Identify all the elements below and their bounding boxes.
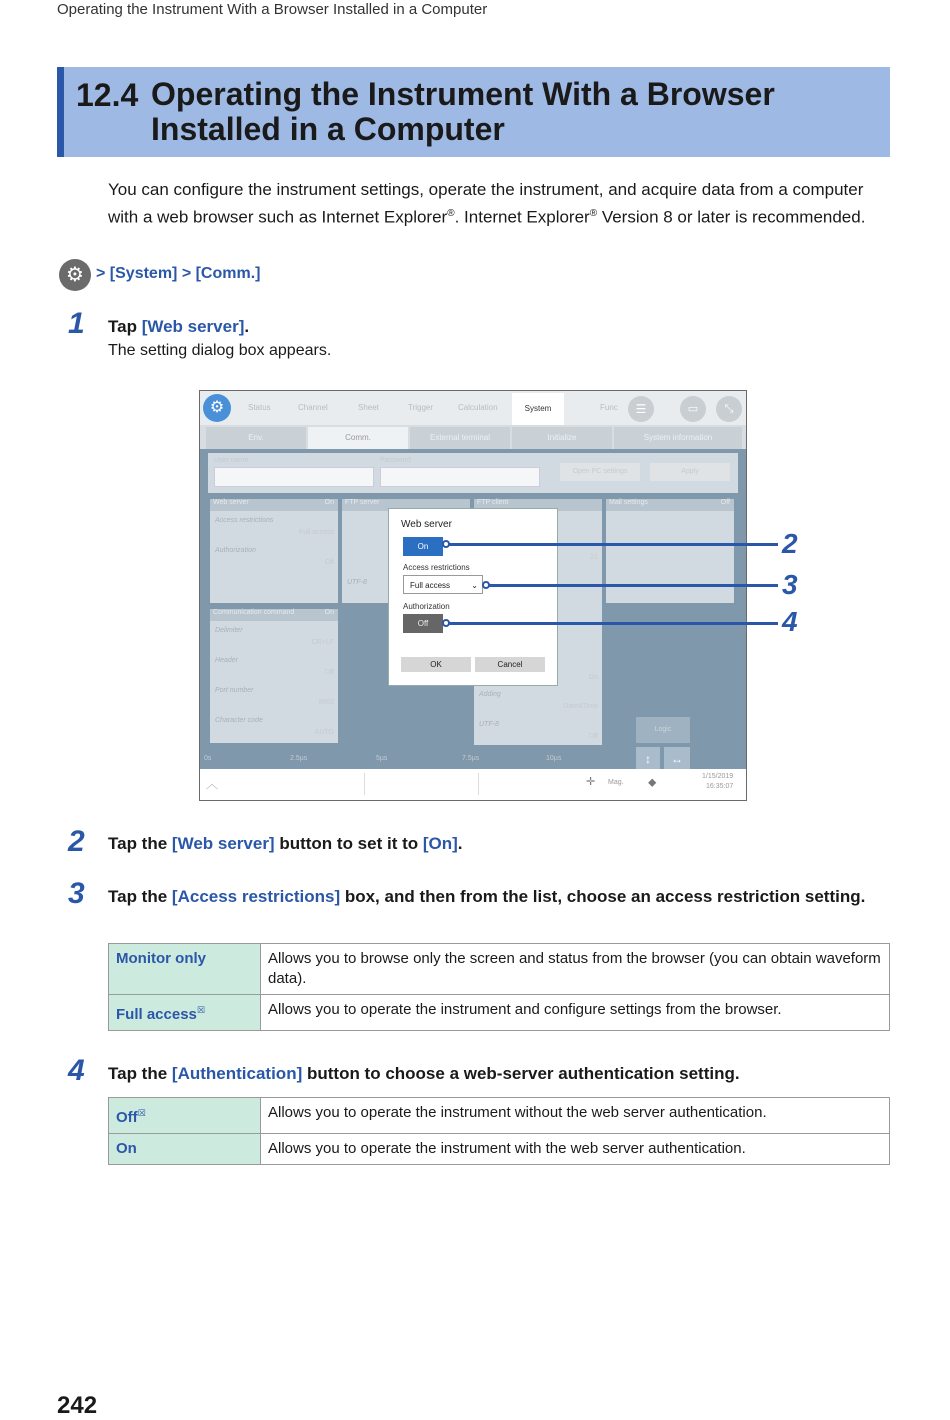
delimiter-value: CR+LF — [311, 639, 334, 646]
callout-4: 4 — [782, 606, 798, 637]
subtab-sysinfo: System information — [614, 427, 742, 449]
subtab-comm: Comm. — [308, 427, 408, 449]
apply-button: Apply — [650, 463, 730, 481]
step-number: 2 — [68, 825, 85, 858]
access-restrictions-select[interactable]: Full access ⌄ — [403, 575, 483, 594]
mag-label: Mag. — [608, 779, 624, 786]
cancel-button[interactable]: Cancel — [475, 657, 545, 672]
chevron-down-icon: ⌄ — [471, 581, 478, 590]
access-value: Full access — [298, 529, 334, 536]
step-number: 3 — [68, 877, 85, 910]
authorization-off-button[interactable]: Off — [403, 614, 443, 633]
ftp-client-title: FTP client — [474, 499, 602, 511]
tab-system: System — [512, 393, 564, 425]
dialog-title: Web server — [401, 519, 452, 530]
screenshot-toolbar — [200, 391, 746, 425]
default-mark-icon: ☒ — [137, 1108, 146, 1118]
web-server-on-button[interactable]: On — [403, 537, 443, 556]
time-tick: 10µs — [546, 755, 562, 762]
web-server-panel — [210, 499, 338, 603]
table-row — [109, 1098, 890, 1134]
list-icon: ☰ — [628, 396, 654, 422]
mail-title: Mail settings — [609, 499, 648, 506]
adding-value: Date&Time — [563, 703, 598, 710]
comm-command-title: Communication command — [213, 609, 295, 616]
subtab-initialize: Initialize — [512, 427, 612, 449]
tab-calculation: Calculation — [458, 403, 498, 412]
callout-line-3 — [486, 584, 778, 587]
web-server-dialog — [388, 508, 558, 686]
time-tick: 2.5µs — [290, 755, 308, 762]
settings-gear-icon: ⚙ — [203, 394, 231, 422]
port-value: 8802 — [318, 699, 334, 706]
step-number: 4 — [68, 1054, 85, 1087]
ftp-server-title: FTP server — [342, 499, 470, 511]
char-code-label: Character code — [215, 717, 263, 724]
login-panel — [208, 453, 738, 493]
tab-status: Status — [248, 403, 271, 412]
logic-button: Logic — [636, 717, 690, 743]
ftp-encoding: UTF-8 — [347, 579, 367, 586]
adding-label: Adding — [479, 691, 501, 698]
option-description: Allows you to browse only the screen and status from the browser (you can obtain waveform data). — [261, 944, 890, 995]
authentication-table — [108, 1097, 890, 1165]
intro-paragraph: You can configure the instrument settings, operate the instrument, and acquire data from a computer with a web browser such as Internet Explorer®. Internet Explorer® Version 8 or later is recommended. — [108, 180, 866, 227]
access-label: Access restrictions — [215, 517, 274, 524]
step-1-text: Tap [Web server]. — [108, 317, 250, 336]
time-tick: 5µs — [376, 755, 388, 762]
step-1-subtext: The setting dialog box appears. — [108, 342, 332, 359]
port-label: Port number — [215, 687, 254, 694]
func-button: Func — [600, 403, 618, 412]
option-name: Monitor only — [109, 944, 261, 995]
table-row — [109, 995, 890, 1031]
user-name-field — [214, 467, 374, 487]
chevron-up-icon: ︿ — [206, 777, 219, 791]
ftp-client-encoding: UTF-8 — [479, 721, 499, 728]
screenshot-status-bar — [200, 769, 746, 800]
ok-button[interactable]: OK — [401, 657, 471, 672]
magnify-axis-icon: ✛ — [586, 776, 596, 788]
nav-path: > [System] > [Comm.] — [96, 265, 261, 282]
time-display: 16:35:07 — [706, 783, 734, 790]
default-mark-icon: ☒ — [196, 1005, 205, 1015]
vertical-arrow-icon: ↕ — [636, 747, 660, 771]
callout-dot — [482, 581, 490, 589]
callout-line-2 — [446, 543, 778, 546]
header-label: Header — [215, 657, 238, 664]
ftp-client-off: Off — [588, 733, 598, 740]
screenshot-subtabs — [200, 425, 746, 449]
ftp-client-state: On — [588, 674, 598, 681]
folder-icon: ▭ — [680, 396, 706, 422]
user-name-label: User name — [214, 457, 249, 464]
option-name: Full access☒ — [109, 995, 261, 1031]
gear-icon: ⚙ — [59, 259, 91, 291]
section-title: Operating the Instrument With a Browser Installed in a Computer — [151, 76, 775, 147]
subtab-env: Env. — [206, 427, 306, 449]
subtab-external: External terminal — [410, 427, 510, 449]
horizontal-arrow-icon: ↔ — [664, 747, 690, 771]
date-display: 1/15/2019 — [702, 773, 734, 780]
mail-state: Off — [720, 499, 730, 506]
delimiter-label: Delimiter — [215, 627, 243, 634]
comm-command-state: On — [324, 609, 334, 616]
password-label: Password — [380, 457, 411, 464]
auth-label: Authorization — [215, 547, 256, 554]
option-description: Allows you to operate the instrument with the web server authentication. — [261, 1134, 890, 1165]
authorization-label: Authorization — [403, 602, 450, 611]
section-number: 12.4 — [76, 77, 139, 113]
callout-2: 2 — [782, 528, 798, 559]
option-description: Allows you to operate the instrument and configure settings from the browser. — [261, 995, 890, 1031]
open-pc-button: Open PC settings — [560, 463, 640, 481]
callout-dot — [442, 619, 450, 627]
access-restrictions-label: Access restrictions — [403, 563, 470, 572]
mail-panel — [606, 499, 734, 603]
section-title-bar — [57, 67, 890, 157]
page-number: 242 — [57, 1392, 98, 1419]
ftp-client-panel: FTP client 21 On Adding Date&Time UTF-8 Off — [474, 499, 602, 745]
step-2-text: Tap the [Web server] button to set it to [On]. — [108, 834, 463, 853]
step-number: 1 — [68, 307, 85, 340]
option-description: Allows you to operate the instrument without the web server authentication. — [261, 1098, 890, 1134]
callout-3: 3 — [782, 569, 798, 600]
expand-icon: ⤡ — [716, 396, 742, 422]
access-restriction-table — [108, 943, 890, 1031]
tab-channel: Channel — [298, 403, 328, 412]
password-field — [380, 467, 540, 487]
instrument-screenshot — [199, 390, 747, 801]
option-name: On — [109, 1134, 261, 1165]
usb-icon: ⬥ — [648, 775, 657, 789]
time-tick: 7.5µs — [462, 755, 480, 762]
step-4-text: Tap the [Authentication] button to choose a web-server authentication setting. — [108, 1064, 740, 1083]
table-row — [109, 1134, 890, 1165]
callout-dot — [442, 540, 450, 548]
comm-command-panel — [210, 609, 338, 743]
tab-sheet: Sheet — [358, 403, 379, 412]
option-name: Off☒ — [109, 1098, 261, 1134]
step-3-text: Tap the [Access restrictions] box, and then from the list, choose an access restriction setting. — [108, 887, 866, 906]
table-row — [109, 944, 890, 995]
web-server-panel-state: On — [324, 499, 334, 506]
callout-line-4 — [446, 622, 778, 625]
auth-value: Off — [324, 559, 334, 566]
tab-trigger: Trigger — [408, 403, 434, 412]
char-code-value: AUTO — [314, 729, 334, 736]
web-server-panel-title: Web server — [213, 499, 249, 506]
header-value: Off — [324, 669, 334, 676]
running-header: Operating the Instrument With a Browser Installed in a Computer — [57, 1, 488, 18]
time-tick: 0s — [204, 755, 212, 762]
